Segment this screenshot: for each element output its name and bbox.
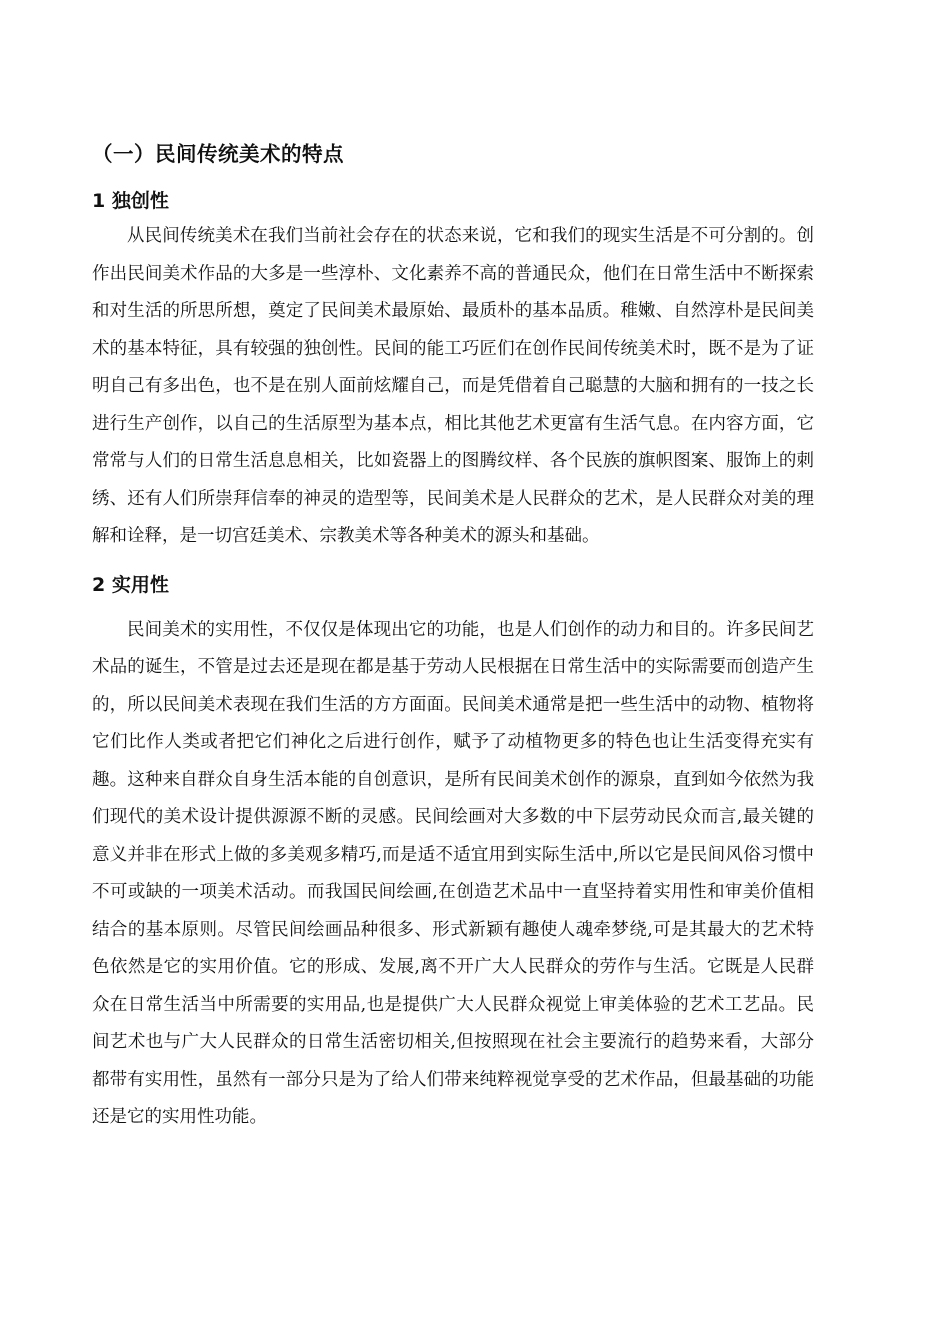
subsection-title-originality: 1 独创性 — [92, 190, 169, 212]
subsection-title-practicality: 2 实用性 — [92, 573, 169, 596]
section-title: （一）民间传统美术的特点 — [92, 142, 344, 166]
paragraph-practicality: 民间美术的实用性，不仅仅是体现出它的功能，也是人们创作的动力和目的。许多民间艺术品的诞生，不管是过去还是现在都是基于劳动人民根据在日常生活中的实际需要而创造产生的，所以民间美术表现在我们生活的方方面面。民间美术通常是把一些生活中的动物、植物将它们比作人类或者把它们神化之后进行创作，赋予了动植物更多的特色也让生活变得充实有趣。这种来自群众自身生活本能的自创意识，是所有民间美术创作的源泉，直到如今依然为我们现代的美术设计提供源源不断的灵感。民间绘画对大多数的中下层劳动民众而言,最关键的意义并非在形式上做的多美观多精巧,而是适不适宜用到实际生活中,所以它是民间风俗习惯中不可或缺的一项美术活动。而我国民间绘画,在创造艺术品中一直坚持着实用性和审美价值相结合的基本原则。尽管民间绘画品种很多、形式新颖有趣使人魂牵梦绕,可是其最大的艺术特色依然是它的实用价值。它的形成、发展,离不开广大人民群众的劳作与生活。它既是人民群众在日常生活当中所需要的实用品,也是提供广大人民群众视觉上审美体验的艺术工艺品。民间艺术也与广大人民群众的日常生活密切相关,但按照现在社会主要流行的趋势来看，大部分都带有实用性，虽然有一部分只是为了给人们带来纯粹视觉享受的艺术作品，但最基础的功能还是它的实用性功能。 — [92, 619, 814, 1127]
paragraph-originality: 从民间传统美术在我们当前社会存在的状态来说，它和我们的现实生活是不可分割的。创作出民间美术作品的大多是一些淳朴、文化素养不高的普通民众，他们在日常生活中不断探索和对生活的所思所想，奠定了民间美术最原始、最质朴的基本品质。稚嫩、自然淳朴是民间美术的基本特征，具有较强的独创性。民间的能工巧匠们在创作民间传统美术时，既不是为了证明自己有多出色，也不是在别人面前炫耀自己，而是凭借着自己聪慧的大脑和拥有的一技之长进行生产创作，以自己的生活原型为基本点，相比其他艺术更富有生活气息。在内容方面，它常常与人们的日常生活息息相关，比如瓷器上的图腾纹样、各个民族的旗帜图案、服饰上的刺绣、还有人们所崇拜信奉的神灵的造型等，民间美术是人民群众的艺术，是人民群众对美的理解和诠释，是一切宫廷美术、宗教美术等各种美术的源头和基础。 — [92, 226, 814, 546]
